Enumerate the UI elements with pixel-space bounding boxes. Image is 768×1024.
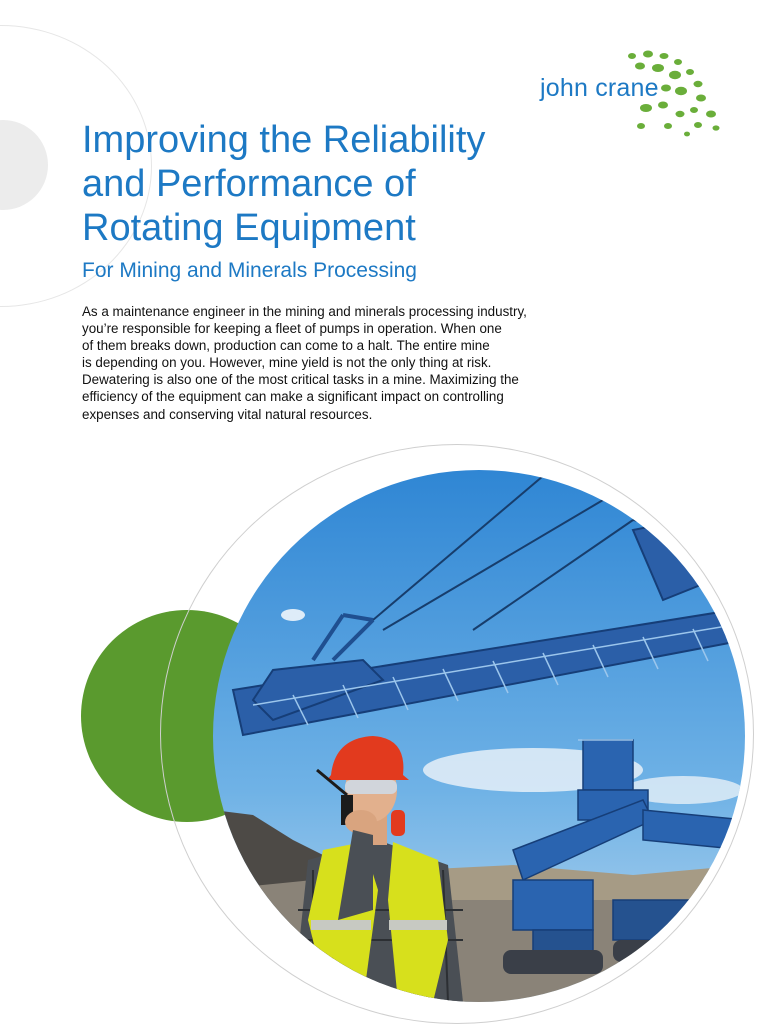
paragraph-line: expenses and conserving vital natural resources. bbox=[82, 406, 373, 422]
ear-muff bbox=[391, 810, 405, 836]
page-title bbox=[82, 118, 602, 250]
vest-stripe bbox=[389, 920, 447, 930]
logo-wordmark: john crane bbox=[540, 74, 659, 102]
page-subtitle: For Mining and Minerals Processing bbox=[82, 259, 417, 282]
safety-glasses bbox=[345, 780, 397, 794]
cloud bbox=[281, 609, 305, 621]
paragraph-line: As a maintenance engineer in the mining and minerals processing industry, bbox=[82, 304, 527, 319]
mining-photo-illustration bbox=[213, 470, 745, 1002]
worker-hand bbox=[345, 810, 377, 834]
paragraph-line: of them breaks down, production can come to a halt. The entire mine bbox=[82, 338, 490, 354]
mining-photo bbox=[213, 470, 745, 1002]
paragraph-line: efficiency of the equipment can make a significant impact on controlling bbox=[82, 389, 504, 405]
title-line: Rotating Equipment bbox=[82, 207, 416, 249]
paragraph-line: is depending on you. However, mine yield is not the only thing at risk. bbox=[82, 355, 492, 371]
paragraph-line: Dewatering is also one of the most critical tasks in a mine. Maximizing the bbox=[82, 372, 519, 388]
paragraph-line: you’re responsible for keeping a fleet of pumps in operation. When one bbox=[82, 321, 502, 337]
title-line: and Performance of bbox=[82, 163, 416, 205]
intro-paragraph bbox=[82, 303, 592, 423]
title-line: Improving the Reliability bbox=[82, 119, 486, 161]
vest-stripe bbox=[311, 920, 371, 930]
